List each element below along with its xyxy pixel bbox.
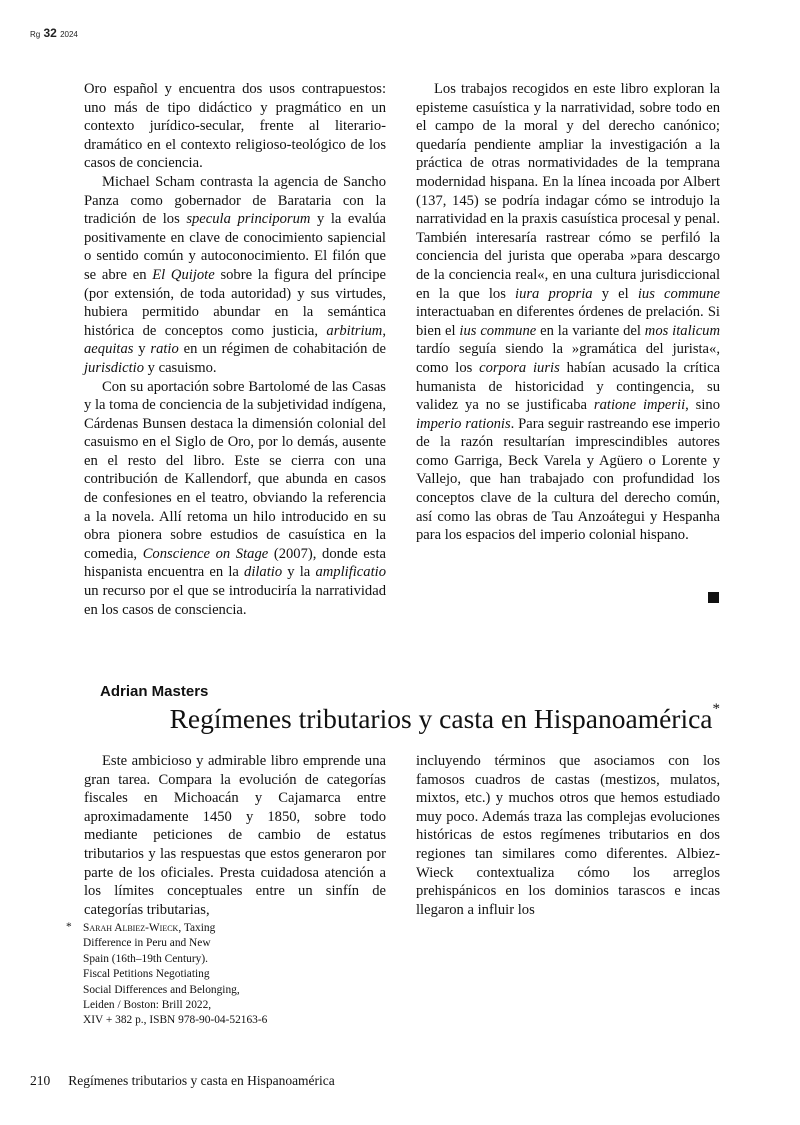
- paragraph: incluyendo términos que asociamos con los famosos cuadros de castas (mestizos, mulatos, mixtos, etc.) y muchos otros que hemos estudiado muy poco. Además traza las complejas evoluciones históricas de estos regímenes tributarios en dos regiones tan similares como diferentes. Albiez-Wieck contextualiza cómo los arreglos prehispánicos en los dominios tarascos e incas llegaron a influir los: [416, 753, 720, 918]
- paragraph: Michael Scham contrasta la agencia de Sancho Panza como gobernador de Barataria con la tradición de los specula principorum y la evalúa positivamente en clave de conocimiento sapiencial o sentido común y autoconocimiento. El filón que se abre en El Quijote sobre la figura del príncipe (por extensión, de toda autoridad) y sus virtudes, hubiera permitido abundar en la semántica histórica de conceptos como justicia, arbitrium, aequitas y ratio en un régimen de cohabitación de jurisdictio y casuismo.: [84, 173, 386, 376]
- paragraph: Los trabajos recogidos en este libro exploran la episteme casuística y la narratividad, sobre todo en el campo de la moral y del derecho canónico; quedaría pendiente ampliar la investigación a la práctica de otras normatividades de la temprana modernidad hispana. En la línea incoada por Albert (137, 145) se podría indagar cómo se introdujo la narratividad en la praxis casuística procesal y penal. También interesaría rastrear cómo se perfiló la conciencia del jurista que operaba »para descargo de la conciencia real«, en una cultura jurisdiccional en la que los iura propria y el ius commune interactuaban en diferentes órdenes de prelación. Si bien el ius commune en la variante del mos italicum tardío seguía siendo la »gramática del jurista«, como los corpora iuris habían acusado la crítica humanista de historicidad y contingencia, su validez ya no se justificaba ratione imperii, sino imperio rationis. Para seguir rastreando ese imperio de la razón resultarían imprescindibles autores como Garriga, Beck Varela y Agüero o Lorente y Vallejo, que han trabajado con profundidad los conceptos clave de la cultura del derecho común, así como las obras de Tau Anzoátegui y Hespanha para los espacios del imperio colonial hispano.: [416, 81, 721, 544]
- column-right-top: [416, 80, 720, 545]
- column-right-bottom: [416, 752, 720, 919]
- footnote-mark: *: [66, 921, 72, 933]
- page-number: 210: [30, 1073, 51, 1088]
- paragraph: Este ambicioso y admirable libro emprende una gran tarea. Compara la evolución de categorías fiscales en Michoacán y Cajamarca entre aproximadamente 1450 y 1850, sobre todo mediante peticiones de cambio de estatus tributarios y las respuestas que estos generaron por parte de los oficiales. Presta cuidadosa atención a los límites conceptuales entre un sinfín de categorías tributarias,: [84, 753, 386, 918]
- year: 2024: [60, 30, 78, 39]
- paragraph: Oro español y encuentra dos usos contrapuestos: uno más de tipo didáctico y pragmático en un contexto jurídico-secular, frente al literario-dramático en el contexto religioso-teológico de los casos de conciencia.: [84, 81, 386, 172]
- volume-number: 32: [43, 26, 57, 40]
- column-left-bottom: [84, 752, 386, 919]
- running-header: [30, 26, 78, 40]
- journal-abbrev: Rg: [30, 30, 41, 39]
- footnote-body: Sarah Albiez-Wieck, Taxing Difference in Peru and New Spain (16th–19th Century). Fiscal Petitions Negotiating Social Differences and Belonging, Leiden / Boston: Brill 2022, XIV + 382 p., ISBN 978-90-04-52163-6: [83, 922, 268, 1027]
- page-footer: [30, 1073, 335, 1089]
- review-author: Adrian Masters: [100, 683, 209, 700]
- running-title: Regímenes tributarios y casta en Hispanoamérica: [68, 1073, 335, 1088]
- column-left-top: [84, 80, 386, 619]
- paragraph: Con su aportación sobre Bartolomé de las Casas y la toma de conciencia de la subjetividad indígena, Cárdenas Bunsen destaca la dimensión colonial del casuismo en el Siglo de Oro, por lo demás, ausente en el resto del libro. Este se cierra con una contribución de Kallendorf, que abunda en casos de confesiones en el teatro, obviando la referencia a la novela. Allí retoma un hilo introducido en su obra pionera sobre estudios de casuística en la comedia, Conscience on Stage (2007), donde esta hispanista encuentra en la dilatio y la amplificatio un recurso por el que se introduciría la narratividad en los casos de consciencia.: [84, 378, 386, 618]
- footnote-author: Sarah Albiez-Wieck: [83, 922, 179, 934]
- review-title: Regímenes tributarios y casta en Hispanoamérica*: [169, 701, 720, 734]
- end-of-review-square: [708, 592, 719, 603]
- footnote-marker: *: [712, 701, 720, 717]
